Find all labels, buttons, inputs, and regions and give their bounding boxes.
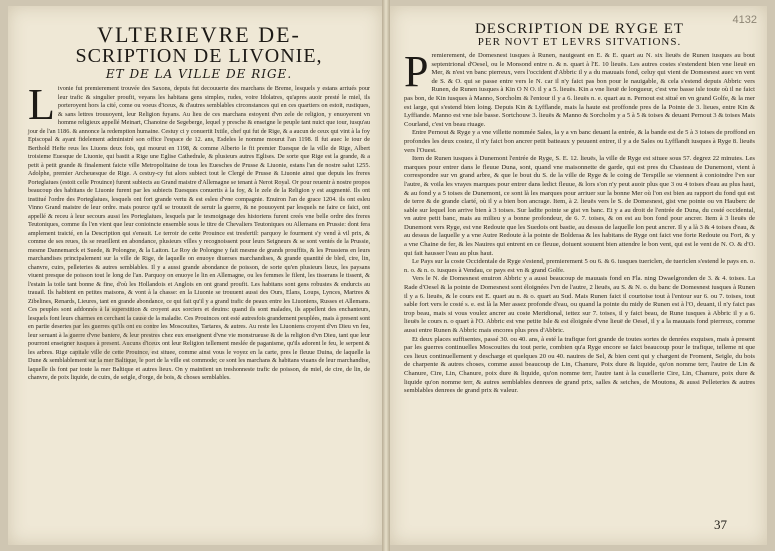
left-drop-cap: L [28,80,55,129]
right-page [390,6,767,545]
left-page [8,6,382,545]
right-paragraph: Item de Runen iusques à Dunemont l'entrée de Ryge, S. E. 12. lieuës, la ville de Ryge est situee sous 57. degrez 22 minutes. Les marques pour entrer dans le fleuue Duna, sont, quand vne maisonnette de garde, qui est pres du Chasteau de Dunemont, vient à correspondre sur vn grand arbre, & que le bout du S. de la ville de Ryge & le coing de Terspille se viennent à conioindre l'vn sur l'autre, & voila les vrayes marques pour entrer dans ledict fleuue, & lors s'on n'y peut auoir plus que 3 ou 4 toises d'eau au plus haut, & au fond y a 5 toises de Dunemont, ce sont là les marques pour arriuer sur la bonne Mer où l'on est bien au rapport du fond qui est de terre & de grande clarté, où il y a bien bon ancrage. Item, à 2. lieuës vers le S. de Domesnest, gist vne pointe ou vn Hauberc de sable sur lequel lon arrive bien à 3 toises. Sur ladite pointe se gist vn banc. Et y a au droit de l'entrée de Duna, du costé occidental, vn autre petit banc, mais au milieu y a bonne profondeur, de 6. 7. toises, & on est au bon fond pour ancrer. Item à 3 lieuës de Dunemont vers Ryge, est vne Redoute que les Suedois ont bastie, au dessus de laquelle lon peut ancrer. Il y a là 3 & 4 toises d'eau, & au dessus de laquelle y a vne Autre Redoute à la pointe de Bolderaa & les habitans de Ryge ont faict vne forte Redoute ou Fort, & y a vne Chaine de fer, & les Nauires qui entrent en ce fleuue, doiuent souuent bien attendre le bon vent, qui est le vent de N. O. & d'O. qui fait hausser l'eau au plus haut. [404,155,755,257]
right-title-line1: DESCRIPTION DE RYGE ET [474,21,685,37]
right-paragraph: Le Pays sur la coste Occidentale de Ryge s'estend, premierement 5 ou 6. & 6. iusques tuericlen, de tuericlen s'estend le pays en. o. n. o. & n. o. iusques à Vendau, ce pays est vn & grand Golfe. [404,258,755,274]
right-paragraph: Entre Pernout & Ryge y a vne villette nommée Sales, la y a vn banc deuant la entrée, & la bande est de 5 à 3 toises de proffond en profondes les deux costez, il n'y faict bon ancrer petit batteaux y peuuent entrer, il y a de Sales ou Lyfflandt iusques à Ryge 8. lieuës vers l'Ouest. [404,129,755,154]
left-subtitle: ET DE LA VILLE DE RIGE. [105,67,293,81]
book-gutter [382,0,390,551]
right-drop-cap: P [404,47,429,96]
pencil-annotation: 4132 [732,14,757,26]
left-body-text: ivonie fut premierement trouvée des Saxons, depuis fut decouuerte des marchans de Breme, lesquels y estans arriués pour leur trafic & singulier proufit, veyans les habitans gens simples, rudes, voire Idolatres, qu'apres auoir presté le miel, ils porteroyent hors la cité, come ou voeus d'iceux, & d'autres semblables circonstances qui en ces quartiers on estoit, rustiques, & sans lettres trouuoyent, leur Religion fuyans. Au lieu de ces marchans estoyent d'vn zele de religion, y enuoyerent vn homme religieux appellé Meinart, Chanoine de Segeberge, lequel y presche & enseigne le peuple tant nuict que iour, iusqu'au jour de l'an 1186. & annonce la redemption humaine. Cestuy ci y conuertit Ixtile, chef qui fut de Rige, & a aucun de ceux qui vint à la foy Episcopal & ayant fidelement administré son office l'espace de 12. ans, Esdeles le nomme mourut l'an 1198. Il fut auec le iour de Berthold Hefte reus les Liuons deux fois, qui mourut en 1198, & comme Alberto le fit premier Euesque de la ville de Rige, Albert troisieme Euesque de Liuonie, qui bastit a Rige une Eglise Cathedrale, & plusieurs autres Eglises. De sorte que Rige est la grande, & a petit à petit grande & finalement faicte ville Metropolitaine de tous les Euesches de Prusse & Liuonie, estans l'an de nostre salut 1255. Adolphe, premier Archeuesque de Rige. A cestuy-cy fut alors subiect tout le Clergé de Prusse & Liuonie ainsi que depuis les freres Porteglaiues (estoit celle Prouince) furent subiects au Grand maistre d'Allemagne se tenant à Nerot Royal. Or pour reuenir à nostre propos beaucoup des habitans de Liuonie furent par les subiects Euesques conuertis à la foy, & le zele de la Religion y est augmenté. Ils ont institué l'ordre des Porteglaiues, lesquels ont fort grande vertu & est esleu d'vne compagnie. Enuiron l'an de grace 1204. ils ont esleu Vinno Grand maistre de leur ordre. mais pource qu'il se trouuoit de seruir la guerre, & ne pouuoyent par lesquels ne faire ce faict, ont appellé & receu à leur secours aussi les Porteglaiues, lesquels par le tesmoignage des historiens furent creés vne belle ordre des freres Teutoniques, comme ils l'en vient que leur conioincte ensemble sous le titre de Chevaliers Teutoniques ou Allemans en Prussie: dont fera amplement traicté, en la Description qui s'ensuit. Le terroir de cette Prouince est tresfertil: parquoy le fourment s'y vend à vil prix, & comme de ses reues, ils se reueillent en abondance, plusieurs villes y recognoissent pour leurs Seigneurs & se sont ventés de la Prussie, mesme Dannemarck et Suede, & Polongne, & la Laiton. Le Roy de Polongne y fait mesme de grands prouffits, & les Prussiens en leurs marchandises principalement sur la ville de Rige, de laquelle on enuoye diuerses marchandises, & grande quantité de bled, cire, lin, chanvre, cuirs, pelleteries & autres semblables. Il y a aussi grande abondance de poisson, de sorte qu'en plusieurs lieux, les paysans viuent presque de poisson tout le long de l'an. Parquoy on enuoye le lin en Allemagne, ou les femmes le filent, les tisserans le tissent, & l'estain la toile tant bonne & fine, d'où les Hollandois et Anglois en ont grand proufit. Les habitans sont gens robustes & endurcis au trauail. Ils habitent en petites maisons, & vont à la chasse: en la Liuonie se trouuent aussi des Ours, Elans, Loups, Lynces, Martres & Zibelines, Renards, Lieures, tant en grande abondance, ce qui fait qu'il y a grand trafic de peaux entre les Liuoniens, Russes et Allemans. Ces peuples sont addonnés à la superstition & croyent aux sorciers et deuins: quand ils sont malades, ils appellent des enchanteurs, lesquels font leurs charmes en cerchant la cause de la maladie. Ces Prouinces ont esté autresfois grandement peuplées, mais à present sont en partie desertes par les guerres qu'ils ont eu contre les Moscouites, Tartares, & autres. Au reste les Liuoniens croyent d'vn Dieu vn feu, leur seruant à la guerre d'vne baniere, & leur prestres chez eux enseignent d'vne vie monstrueuse & de la religion d'vn Dieu, tant que leur pourront enseigner iusques à present. Aucuns d'iceux ont leur Religion tellement meslée de paganisme, qu'ils adorent le feu, le serpent & les arbres. Rige capitale ville de cette Prouince, est situee, comme ainsi vous le voyez en la carte, pres le fleuue Duina, de laquelle la Dune & semblablement sur la mer Baltique, le port de la ville est commode; ce sont les marchans & habitans viuans de leur marchandise, laquelle ils font par toute la mer Baltique et autres lieux. On y maintient un treshonneste trafic de poisson, de miel, de cire, de lin, de chanvre, de poix liquide, de cuirs, de seigle, d'orge, de bois, & choses semblables. [28,85,370,381]
paper-stain [68,306,158,366]
right-paragraph: Vers le N. de Domesnest enuiron Abbric y a aussi beaucoup de mauuais fond en Fla. ning Dwaelgronden de 3. & 4. toises. La Rade d'Oesel & la pointe de Domesnest sont éloignées l'vn de l'autre, 2 lieuës, au S. & N. o. du banc de Domesnest iusques à Runen il y a 6. lieuës, & le cours est E. quart au n. & o. quart au Sud. Mais Runen faict il courtoise tout à l'entour sur 6. ou 7. toises, tout sable fort vers le costé s. e. est là la Mer assez profonde d'eau, ou quand la pointe du midy de Runen est à l'O, deuant, il n'y faict pas trop beau, mais si vous voulez ancrer au coste Meridional, iettez sur 7. toises, il y faict beau, de Rune iusques à Abbric il y a 6. lieuës le cours n. o quart à l'O. Abbric est vne petite Isle & est éloignée d'vne lieuë de Oesel, il y a la mauuais fond pierreux, comme aussi entre Runen & Abbric mais encores plus pres d'Abbric. [404,275,755,334]
left-title-line1: VLTERIEVRE DE- [97,22,301,47]
left-title-line2: SCRIPTION DE LIVONIE, [75,45,323,67]
right-paragraph-text: remierement, de Domesnest iusques à Runen, nauigeant en E. & E. quart au N. six lieuës de Runen iusques au bout septentrional d'Oesel, ou le Monsond entre n. & n. quart à l'E. 10 lieuës. Les autres costes s'estendent bien vne lieuë en Mer, & n'est vn banc pierreux, vers l'occident d'Abbric il y a du mauuais fond, celuy qui vient de Domesnest auec vn vent de S. & O. qui se passe entre vers le N. car il n'y faict pas bon pour le nauigable, & cela s'estend depuis Abbric vers Runen, de Runen iusques à Kin O N O. il y a 5. lieuës. Kin a vne lieuë de longueur, c'est vne basse isle toute où il ne faict pas bon, de Kin iusques à Manno, Sorcholm & l'entour il y a 6. lieuës n. e. quart au n. Pernout est situé en vn grand Golfe, & la mer est large, qui s'estend bien loing. Depuis Kin & Lyfflande, mais la haute est proffonde pres de la Pointe de 3. lieues, entre Kin & Lyffiande. Manno est vne isle basse. Sortchouw 3. lieuës & Manno & Sorcholm y a 5 à 5 & toises & deuant Pernout 3 & toises Mais Courland, c'est vn beau riuage. [404,52,755,128]
right-paragraph: Et deux places suffisentes, passé 30. ou 40. ans, à esté la trafique fort grande de toutes sortes de denrées exquises, mais à present par les guerres continuelles Moscouites du tout perie, combien qu'a Ryge encore se faict beaucoup pour le trafique, telleme nt que ces lieux continuellement y descharge et quelques 20 ou 40. nauires de Sel, & bien cent qui y chargent de Froment, Seigle, du bois de charpente & autres choses, comme aussi beaucoup de Lin, Chanure, Poix dure & liquide, qu'on nomme terr, l'autre de Lin & Chanure, Cire, Lin, Chanure, poix dure & liquide, qu'on nomme terr, l'autre tant à la cuuellerie Cire, Lin, Chanure, poix dure & liquide qu'on nomme terr, & autres semblables denrees de grand prix, salles & seiches, de Moutons, & aussi Pelleteries & autres semblables denrees de grand prix & valeur. [404,335,755,395]
right-body [404,47,755,396]
page-number: 37 [714,517,727,532]
right-paragraph [404,47,755,129]
right-title-line2: PER NOVT ET LEVRS SITVATIONS. [477,36,682,48]
